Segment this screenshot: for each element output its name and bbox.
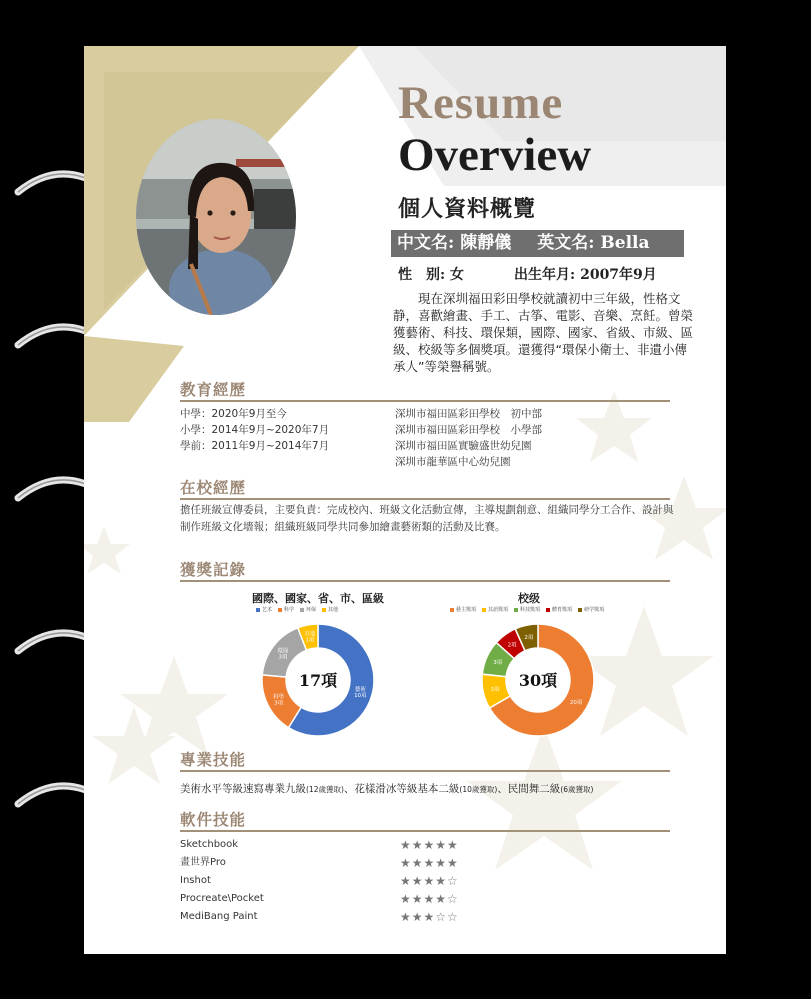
- section-software: [180, 808, 670, 832]
- skill-item: 、民間舞二級: [497, 783, 561, 795]
- slice-label: 2項: [524, 634, 534, 641]
- slice-label: 2項: [507, 642, 517, 649]
- donut-chart-school: [476, 618, 600, 742]
- school-experience-text: 擔任班級宣傳委員，主要負責：完成校內、班級文化活動宣傳，主導規劃創意、組織同學分工合作、設計與制作班級文化墻報；組織班級同學共同參加繪畫藝術類的活動及比賽。: [180, 504, 674, 533]
- legend-item: 其他: [322, 606, 338, 613]
- slice-label: 20項: [569, 700, 583, 706]
- legend-item: 科技獎項: [514, 606, 540, 613]
- star-rating: ★★★★☆: [400, 874, 459, 888]
- school-item: 深圳市福田區實驗盛世幼兒園: [395, 440, 532, 452]
- slice-label: 3項: [490, 687, 500, 694]
- school-item: 深圳市龍華區中心幼兒園: [395, 456, 511, 468]
- school-item: 深圳市福田區彩田學校 初中部: [395, 408, 542, 420]
- slice-label: 3項: [278, 654, 288, 661]
- subtitle: 個人資料概覽: [398, 196, 537, 222]
- section-heading: 獲獎記錄: [180, 560, 247, 579]
- english-name: 英文名: Bella: [537, 233, 650, 253]
- name-bar: [391, 230, 684, 257]
- legend-item: 环保: [300, 606, 316, 613]
- title-overview: Overview: [398, 129, 592, 181]
- slice-label: 科學: [273, 694, 285, 701]
- legend-item: 體育獎項: [546, 606, 572, 613]
- education-periods: [180, 406, 329, 454]
- legend-item: 艺术: [256, 606, 272, 613]
- education-schools: [395, 406, 542, 470]
- basic-info: [398, 264, 657, 284]
- section-heading: 專業技能: [180, 750, 247, 769]
- slice-label: 10項: [354, 693, 367, 700]
- slice-label: 環保: [277, 648, 289, 655]
- title-resume: Resume: [398, 77, 564, 129]
- legend-item: 研学獎項: [578, 606, 604, 613]
- star-rating: ★★★★★: [400, 856, 459, 870]
- gender: 性 别: 女: [398, 267, 465, 283]
- star-rating: ★★★★★: [400, 838, 459, 852]
- star-rating: ★★★☆☆: [400, 910, 459, 924]
- chart-legend-school: [450, 606, 604, 613]
- section-pro-skills: [180, 748, 670, 772]
- section-heading: 軟件技能: [180, 810, 247, 829]
- birth-date: 出生年月: 2007年9月: [514, 267, 657, 283]
- legend-item: 其語獎項: [482, 606, 508, 613]
- profile-photo: [136, 119, 296, 315]
- chinese-name: 中文名: 陳靜儀: [397, 233, 512, 253]
- star-rating: ★★★★☆: [400, 892, 459, 906]
- software-names: [180, 836, 264, 926]
- software-name: Sketchbook: [180, 839, 239, 850]
- software-name: 畫世界Pro: [180, 857, 226, 868]
- software-name: Inshot: [180, 875, 211, 886]
- chart-legend-external: [256, 606, 338, 613]
- slice-label: 3項: [493, 660, 503, 667]
- school-item: 深圳市福田區彩田學校 小學部: [395, 424, 542, 436]
- donut-chart-external: [256, 618, 380, 742]
- period-item: 學前：2011年9月~2014年7月: [180, 440, 330, 452]
- skill-item: 、花樣滑冰等級基本二級: [343, 783, 460, 795]
- intro-paragraph: 現在深圳福田彩田學校就讀初中三年級，性格文静，喜歡繪畫、手工、古筝、電影、音樂、烹飪。曾榮獲藝術、科技、環保類，國際、國家、省級、市級、區級、校級等多個獎項。還獲得“環保小衛士、非遺小傳承人”等榮譽稱號。: [393, 291, 694, 374]
- slice-label: 3項: [274, 700, 284, 707]
- section-education: [180, 378, 670, 402]
- slice-label: 1項: [305, 637, 315, 644]
- skill-note: (12歲獲取): [306, 785, 344, 794]
- chart-title-school: 校级: [518, 592, 540, 605]
- section-heading: 在校經歷: [180, 478, 247, 497]
- slice-label: 藝術: [354, 687, 366, 694]
- skill-note: (10歲獲取): [459, 785, 498, 794]
- software-ratings: [400, 836, 459, 926]
- section-heading: 教育經歷: [180, 380, 247, 399]
- legend-item: 科学: [278, 606, 294, 613]
- skill-item: 美術水平等級速寫專業九級: [180, 783, 306, 795]
- pro-skills-line: [180, 781, 593, 796]
- donut-center-label: 17項: [298, 671, 338, 690]
- period-item: 小學：2014年9月~2020年7月: [180, 424, 330, 436]
- resume-page: [84, 46, 726, 954]
- section-awards: [180, 558, 670, 582]
- donut-center-label: 30項: [518, 671, 558, 690]
- legend-item: 藝主獎項: [450, 606, 476, 613]
- software-name: MediBang Paint: [180, 911, 258, 922]
- skill-note: (6歲獲取): [560, 785, 594, 794]
- slice-label: 其他: [304, 631, 316, 638]
- period-item: 中學：2020年9月至今: [180, 408, 287, 420]
- section-school-experience: [180, 476, 670, 500]
- software-name: Procreate\Pocket: [180, 893, 264, 904]
- chart-title-external: 國際、國家、省、市、區級: [252, 592, 384, 605]
